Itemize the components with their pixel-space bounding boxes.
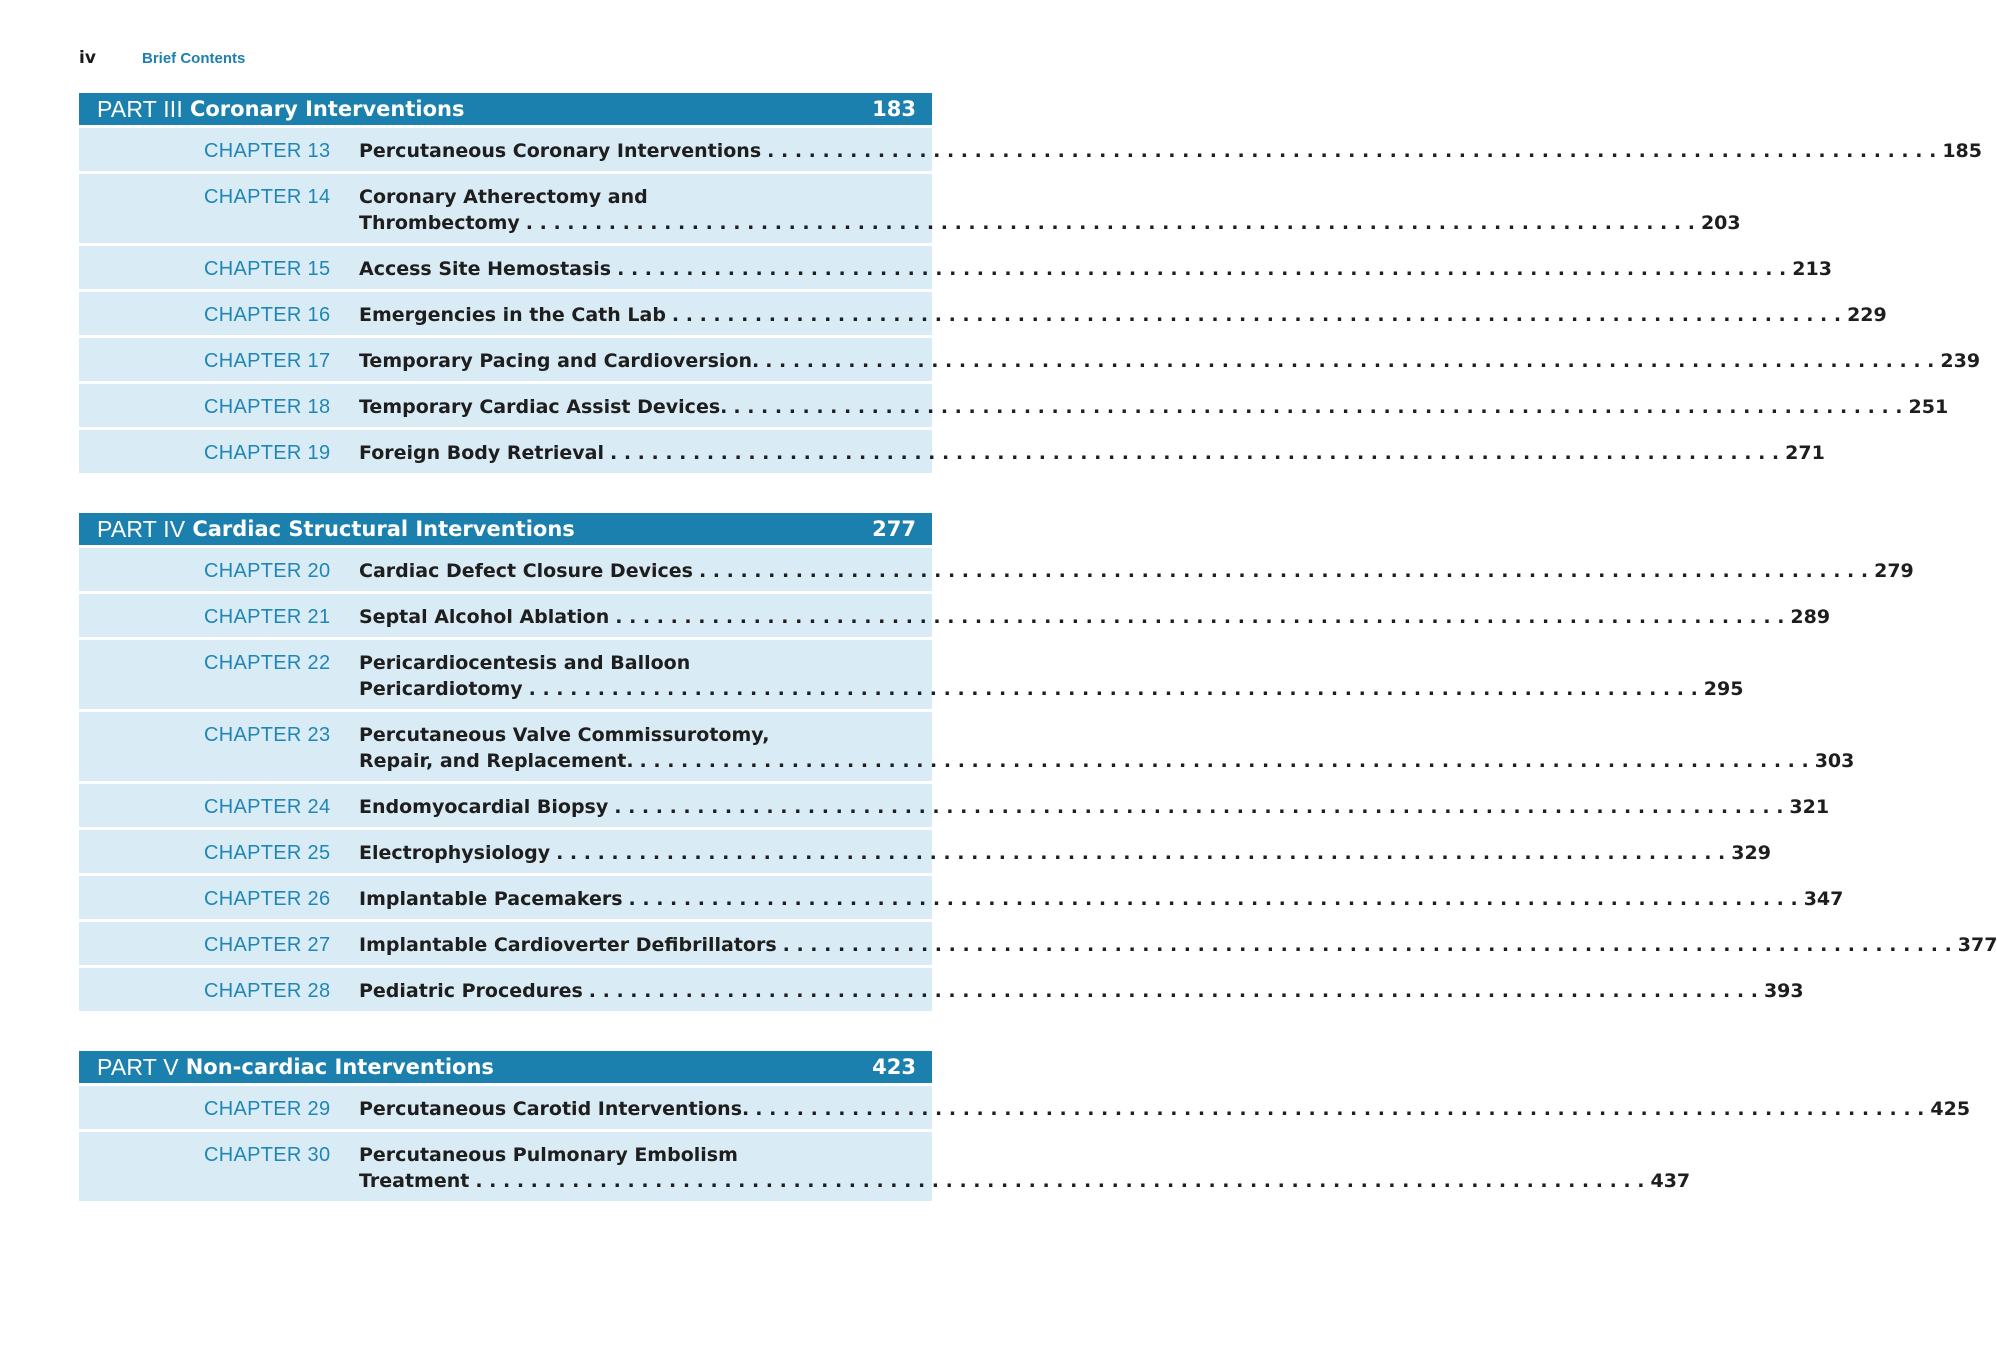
chapter-title: Pediatric Procedures [359,980,583,1002]
chapter-entry [359,1142,1690,1201]
chapter-entry [359,302,1887,335]
chapter-page-number: 295 [1703,678,1744,700]
chapter-entry [359,604,1830,637]
chapter-label: CHAPTER 13 [204,140,331,162]
chapter-title: Percutaneous Coronary Interventions [359,140,762,162]
chapter-row[interactable] [79,128,1982,171]
chapter-label: CHAPTER 25 [204,842,331,864]
chapter-entry [359,394,1948,427]
part-page-number: 183 [872,97,916,121]
chapter-line [359,604,1830,630]
table-of-contents [79,93,1997,1241]
chapter-label: CHAPTER 22 [204,652,331,674]
chapter-line [359,256,1832,282]
chapter-page-number: 289 [1790,606,1831,628]
chapter-label: CHAPTER 16 [204,304,331,326]
chapter-entry [359,348,1980,381]
chapter-line [359,558,1914,584]
dot-leader [759,348,1940,374]
chapter-row[interactable] [79,292,1887,335]
chapter-label: CHAPTER 23 [204,724,331,746]
chapter-row[interactable] [79,594,1831,637]
part-header-bar[interactable] [79,1051,932,1083]
chapter-label: CHAPTER 19 [204,442,331,464]
dot-leader [761,138,1942,164]
chapter-entry [359,794,1829,827]
chapter-entry [359,440,1825,473]
chapter-title: Repair, and Replacement. [359,750,634,772]
chapter-title: Implantable Pacemakers [359,888,623,910]
chapter-title: Coronary Atherectomy and [359,186,648,208]
chapter-line [359,394,1948,420]
chapter-title: Percutaneous Valve Commissurotomy, [359,724,770,746]
part-section [79,1051,1971,1201]
dot-leader [520,210,1701,236]
chapter-line [359,840,1771,866]
part-header-bar[interactable] [79,513,932,545]
chapter-page-number: 425 [1930,1098,1971,1120]
part-page-number: 423 [872,1055,916,1079]
chapter-page-number: 347 [1803,888,1844,910]
chapter-page-number: 251 [1908,396,1949,418]
dot-leader [608,794,1789,820]
chapter-line [359,932,1997,958]
part-title: Coronary Interventions [189,97,465,121]
chapter-row[interactable] [79,640,1744,709]
chapter-page-number: 303 [1814,750,1855,772]
chapter-title: Electrophysiology [359,842,551,864]
chapter-page-number: 185 [1942,140,1982,162]
chapter-page-number: 329 [1731,842,1771,864]
chapter-entry [359,932,1997,965]
part-page-number: 277 [872,517,916,541]
chapter-line [359,210,1741,236]
part-section [79,93,1982,473]
chapter-row[interactable] [79,830,1771,873]
chapter-page-number: 321 [1789,796,1830,818]
chapter-page-number: 437 [1650,1170,1691,1192]
chapter-title: Access Site Hemostasis [359,258,612,280]
chapter-title: Pericardiotomy [359,678,523,700]
chapter-line [359,1168,1690,1194]
chapter-title: Pericardiocentesis and Balloon [359,652,691,674]
chapter-title: Emergencies in the Cath Lab [359,304,666,326]
running-header-title: Brief Contents [142,50,246,67]
chapter-title: Percutaneous Pulmonary Embolism [359,1144,738,1166]
chapter-page-number: 239 [1940,350,1981,372]
chapter-entry [359,256,1832,289]
chapter-line [359,650,1743,676]
chapter-row[interactable] [79,712,1855,781]
chapter-title: Percutaneous Carotid Interventions. [359,1098,750,1120]
chapter-title: Endomyocardial Biopsy [359,796,609,818]
chapter-line [359,302,1887,328]
chapter-entry [359,722,1854,781]
dot-leader [550,840,1731,866]
chapter-line [359,138,1982,164]
chapter-entry [359,978,1804,1011]
chapter-row[interactable] [79,384,1949,427]
part-section [79,513,1997,1011]
chapter-line [359,676,1743,702]
dot-leader [609,604,1790,630]
chapter-row[interactable] [79,784,1830,827]
chapter-row[interactable] [79,246,1832,289]
chapter-title: Foreign Body Retrieval [359,442,604,464]
chapter-line [359,348,1980,374]
dot-leader [727,394,1908,420]
chapter-title: Cardiac Defect Closure Devices [359,560,693,582]
chapter-line [359,722,1854,748]
chapter-title: Treatment [359,1170,470,1192]
chapter-line [359,440,1825,466]
chapter-line [359,886,1843,912]
chapter-line [359,748,1854,774]
chapter-title: Septal Alcohol Ablation [359,606,610,628]
chapter-entry [359,840,1771,873]
chapter-row[interactable] [79,922,1997,965]
chapter-row[interactable] [79,1132,1691,1201]
part-title: Cardiac Structural Interventions [192,517,575,541]
chapter-page-number: 279 [1874,560,1914,582]
chapter-entry [359,138,1982,171]
dot-leader [777,932,1958,958]
chapter-entry [359,184,1741,243]
chapter-label: CHAPTER 18 [204,396,331,418]
chapter-label: CHAPTER 30 [204,1144,331,1166]
chapter-label: CHAPTER 14 [204,186,331,208]
chapter-label: CHAPTER 27 [204,934,331,956]
dot-leader [693,558,1874,584]
dot-leader [583,978,1764,1004]
chapter-line [359,1142,1690,1168]
chapter-label: CHAPTER 17 [204,350,331,372]
chapter-page-number: 377 [1957,934,1997,956]
chapter-row[interactable] [79,548,1914,591]
chapter-label: CHAPTER 24 [204,796,331,818]
chapter-title: Temporary Pacing and Cardioversion. [359,350,760,372]
chapter-label: CHAPTER 26 [204,888,331,910]
chapter-row[interactable] [79,338,1981,381]
chapter-title: Implantable Cardioverter Defibrillators [359,934,777,956]
dot-leader [634,748,1815,774]
chapter-row[interactable] [79,968,1804,1011]
dot-leader [523,676,1704,702]
chapter-label: CHAPTER 29 [204,1098,331,1120]
chapter-row[interactable] [79,876,1844,919]
chapter-page-number: 271 [1785,442,1825,464]
chapter-line [359,184,1741,210]
chapter-label: CHAPTER 21 [204,606,331,628]
chapter-label: CHAPTER 15 [204,258,331,280]
dot-leader [469,1168,1650,1194]
part-title: Non-cardiac Interventions [185,1055,494,1079]
chapter-label: CHAPTER 28 [204,980,331,1002]
chapter-line [359,1096,1970,1122]
chapter-entry [359,558,1914,591]
chapter-row[interactable] [79,1086,1971,1129]
chapter-page-number: 229 [1847,304,1887,326]
page-header [79,48,245,74]
chapter-row[interactable] [79,174,1741,243]
chapter-line [359,794,1829,820]
dot-leader [623,886,1804,912]
part-label: PART III [97,95,183,122]
chapter-label: CHAPTER 20 [204,560,331,582]
chapter-page-number: 213 [1792,258,1832,280]
part-header-bar[interactable] [79,93,932,125]
chapter-page-number: 393 [1763,980,1804,1002]
chapter-page-number: 203 [1700,212,1741,234]
chapter-line [359,978,1804,1004]
chapter-entry [359,1096,1970,1129]
chapter-entry [359,650,1743,709]
part-label: PART IV [97,515,186,542]
chapter-row[interactable] [79,430,1825,473]
dot-leader [749,1096,1930,1122]
dot-leader [666,302,1847,328]
chapter-title: Temporary Cardiac Assist Devices. [359,396,728,418]
dot-leader [604,440,1785,466]
part-label: PART V [97,1053,179,1080]
chapter-title: Thrombectomy [359,212,520,234]
chapter-entry [359,886,1843,919]
dot-leader [611,256,1792,282]
page-number: iv [79,48,96,68]
